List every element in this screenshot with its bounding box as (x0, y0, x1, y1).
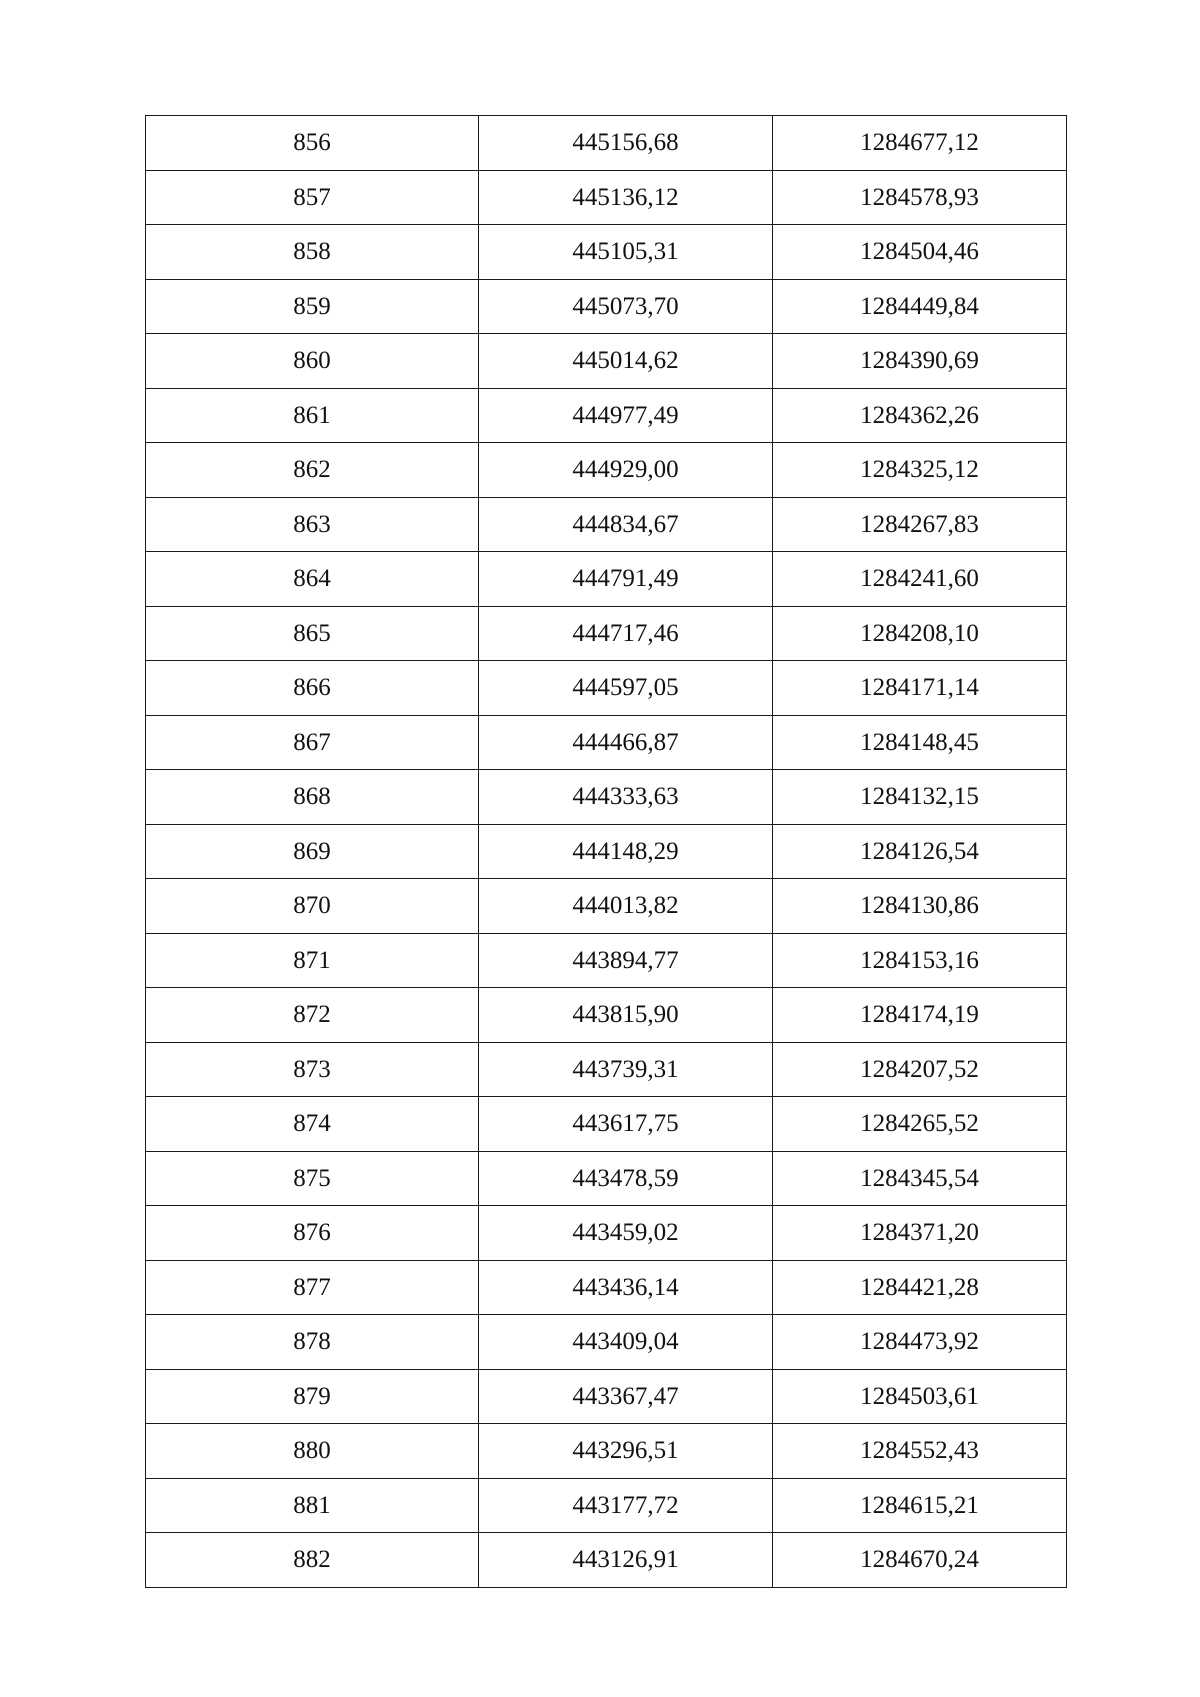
point-number-cell: 875 (146, 1151, 479, 1206)
x-coordinate-cell: 443478,59 (479, 1151, 773, 1206)
y-coordinate-cell: 1284208,10 (773, 606, 1067, 661)
y-coordinate-cell: 1284670,24 (773, 1533, 1067, 1588)
table-row (146, 1206, 1067, 1261)
table-row (146, 1424, 1067, 1479)
x-coordinate-cell: 443894,77 (479, 933, 773, 988)
table-row (146, 170, 1067, 225)
point-number-cell: 868 (146, 770, 479, 825)
point-number-cell: 878 (146, 1315, 479, 1370)
y-coordinate-cell: 1284345,54 (773, 1151, 1067, 1206)
table-row (146, 116, 1067, 171)
table-row (146, 443, 1067, 498)
x-coordinate-cell: 444929,00 (479, 443, 773, 498)
y-coordinate-cell: 1284362,26 (773, 388, 1067, 443)
point-number-cell: 881 (146, 1478, 479, 1533)
x-coordinate-cell: 443367,47 (479, 1369, 773, 1424)
point-number-cell: 882 (146, 1533, 479, 1588)
x-coordinate-cell: 444977,49 (479, 388, 773, 443)
x-coordinate-cell: 444791,49 (479, 552, 773, 607)
y-coordinate-cell: 1284265,52 (773, 1097, 1067, 1152)
point-number-cell: 880 (146, 1424, 479, 1479)
y-coordinate-cell: 1284371,20 (773, 1206, 1067, 1261)
y-coordinate-cell: 1284153,16 (773, 933, 1067, 988)
point-number-cell: 869 (146, 824, 479, 879)
x-coordinate-cell: 443617,75 (479, 1097, 773, 1152)
table-row (146, 879, 1067, 934)
point-number-cell: 856 (146, 116, 479, 171)
y-coordinate-cell: 1284132,15 (773, 770, 1067, 825)
y-coordinate-cell: 1284207,52 (773, 1042, 1067, 1097)
y-coordinate-cell: 1284148,45 (773, 715, 1067, 770)
point-number-cell: 865 (146, 606, 479, 661)
point-number-cell: 858 (146, 225, 479, 280)
x-coordinate-cell: 445014,62 (479, 334, 773, 389)
x-coordinate-cell: 444333,63 (479, 770, 773, 825)
x-coordinate-cell: 443815,90 (479, 988, 773, 1043)
y-coordinate-cell: 1284241,60 (773, 552, 1067, 607)
table-row (146, 1097, 1067, 1152)
table-row (146, 933, 1067, 988)
x-coordinate-cell: 444834,67 (479, 497, 773, 552)
table-row (146, 552, 1067, 607)
table-row (146, 770, 1067, 825)
y-coordinate-cell: 1284267,83 (773, 497, 1067, 552)
table-row (146, 1260, 1067, 1315)
x-coordinate-cell: 443436,14 (479, 1260, 773, 1315)
table-row (146, 1315, 1067, 1370)
table-row (146, 1533, 1067, 1588)
table-row (146, 1369, 1067, 1424)
table-row (146, 988, 1067, 1043)
point-number-cell: 861 (146, 388, 479, 443)
table-row (146, 1151, 1067, 1206)
x-coordinate-cell: 443126,91 (479, 1533, 773, 1588)
y-coordinate-cell: 1284578,93 (773, 170, 1067, 225)
table-row (146, 225, 1067, 280)
y-coordinate-cell: 1284473,92 (773, 1315, 1067, 1370)
table-row (146, 279, 1067, 334)
y-coordinate-cell: 1284390,69 (773, 334, 1067, 389)
point-number-cell: 870 (146, 879, 479, 934)
x-coordinate-cell: 444597,05 (479, 661, 773, 716)
point-number-cell: 863 (146, 497, 479, 552)
x-coordinate-cell: 444148,29 (479, 824, 773, 879)
table-row (146, 661, 1067, 716)
y-coordinate-cell: 1284325,12 (773, 443, 1067, 498)
point-number-cell: 876 (146, 1206, 479, 1261)
y-coordinate-cell: 1284677,12 (773, 116, 1067, 171)
y-coordinate-cell: 1284126,54 (773, 824, 1067, 879)
x-coordinate-cell: 443296,51 (479, 1424, 773, 1479)
x-coordinate-cell: 444466,87 (479, 715, 773, 770)
point-number-cell: 862 (146, 443, 479, 498)
point-number-cell: 871 (146, 933, 479, 988)
table-row (146, 824, 1067, 879)
table-row (146, 1042, 1067, 1097)
y-coordinate-cell: 1284503,61 (773, 1369, 1067, 1424)
y-coordinate-cell: 1284615,21 (773, 1478, 1067, 1533)
table-row (146, 334, 1067, 389)
point-number-cell: 866 (146, 661, 479, 716)
x-coordinate-cell: 443459,02 (479, 1206, 773, 1261)
point-number-cell: 867 (146, 715, 479, 770)
point-number-cell: 872 (146, 988, 479, 1043)
x-coordinate-cell: 443177,72 (479, 1478, 773, 1533)
point-number-cell: 859 (146, 279, 479, 334)
table-row (146, 1478, 1067, 1533)
table-row (146, 606, 1067, 661)
y-coordinate-cell: 1284174,19 (773, 988, 1067, 1043)
point-number-cell: 864 (146, 552, 479, 607)
coordinates-table-body (146, 116, 1067, 1588)
table-row (146, 715, 1067, 770)
x-coordinate-cell: 445136,12 (479, 170, 773, 225)
table-row (146, 497, 1067, 552)
y-coordinate-cell: 1284421,28 (773, 1260, 1067, 1315)
point-number-cell: 860 (146, 334, 479, 389)
coordinates-table (145, 115, 1067, 1588)
x-coordinate-cell: 445073,70 (479, 279, 773, 334)
y-coordinate-cell: 1284171,14 (773, 661, 1067, 716)
x-coordinate-cell: 444013,82 (479, 879, 773, 934)
point-number-cell: 874 (146, 1097, 479, 1152)
point-number-cell: 857 (146, 170, 479, 225)
y-coordinate-cell: 1284552,43 (773, 1424, 1067, 1479)
table-row (146, 388, 1067, 443)
x-coordinate-cell: 445105,31 (479, 225, 773, 280)
point-number-cell: 879 (146, 1369, 479, 1424)
point-number-cell: 873 (146, 1042, 479, 1097)
point-number-cell: 877 (146, 1260, 479, 1315)
x-coordinate-cell: 444717,46 (479, 606, 773, 661)
x-coordinate-cell: 445156,68 (479, 116, 773, 171)
y-coordinate-cell: 1284504,46 (773, 225, 1067, 280)
x-coordinate-cell: 443739,31 (479, 1042, 773, 1097)
y-coordinate-cell: 1284130,86 (773, 879, 1067, 934)
y-coordinate-cell: 1284449,84 (773, 279, 1067, 334)
x-coordinate-cell: 443409,04 (479, 1315, 773, 1370)
